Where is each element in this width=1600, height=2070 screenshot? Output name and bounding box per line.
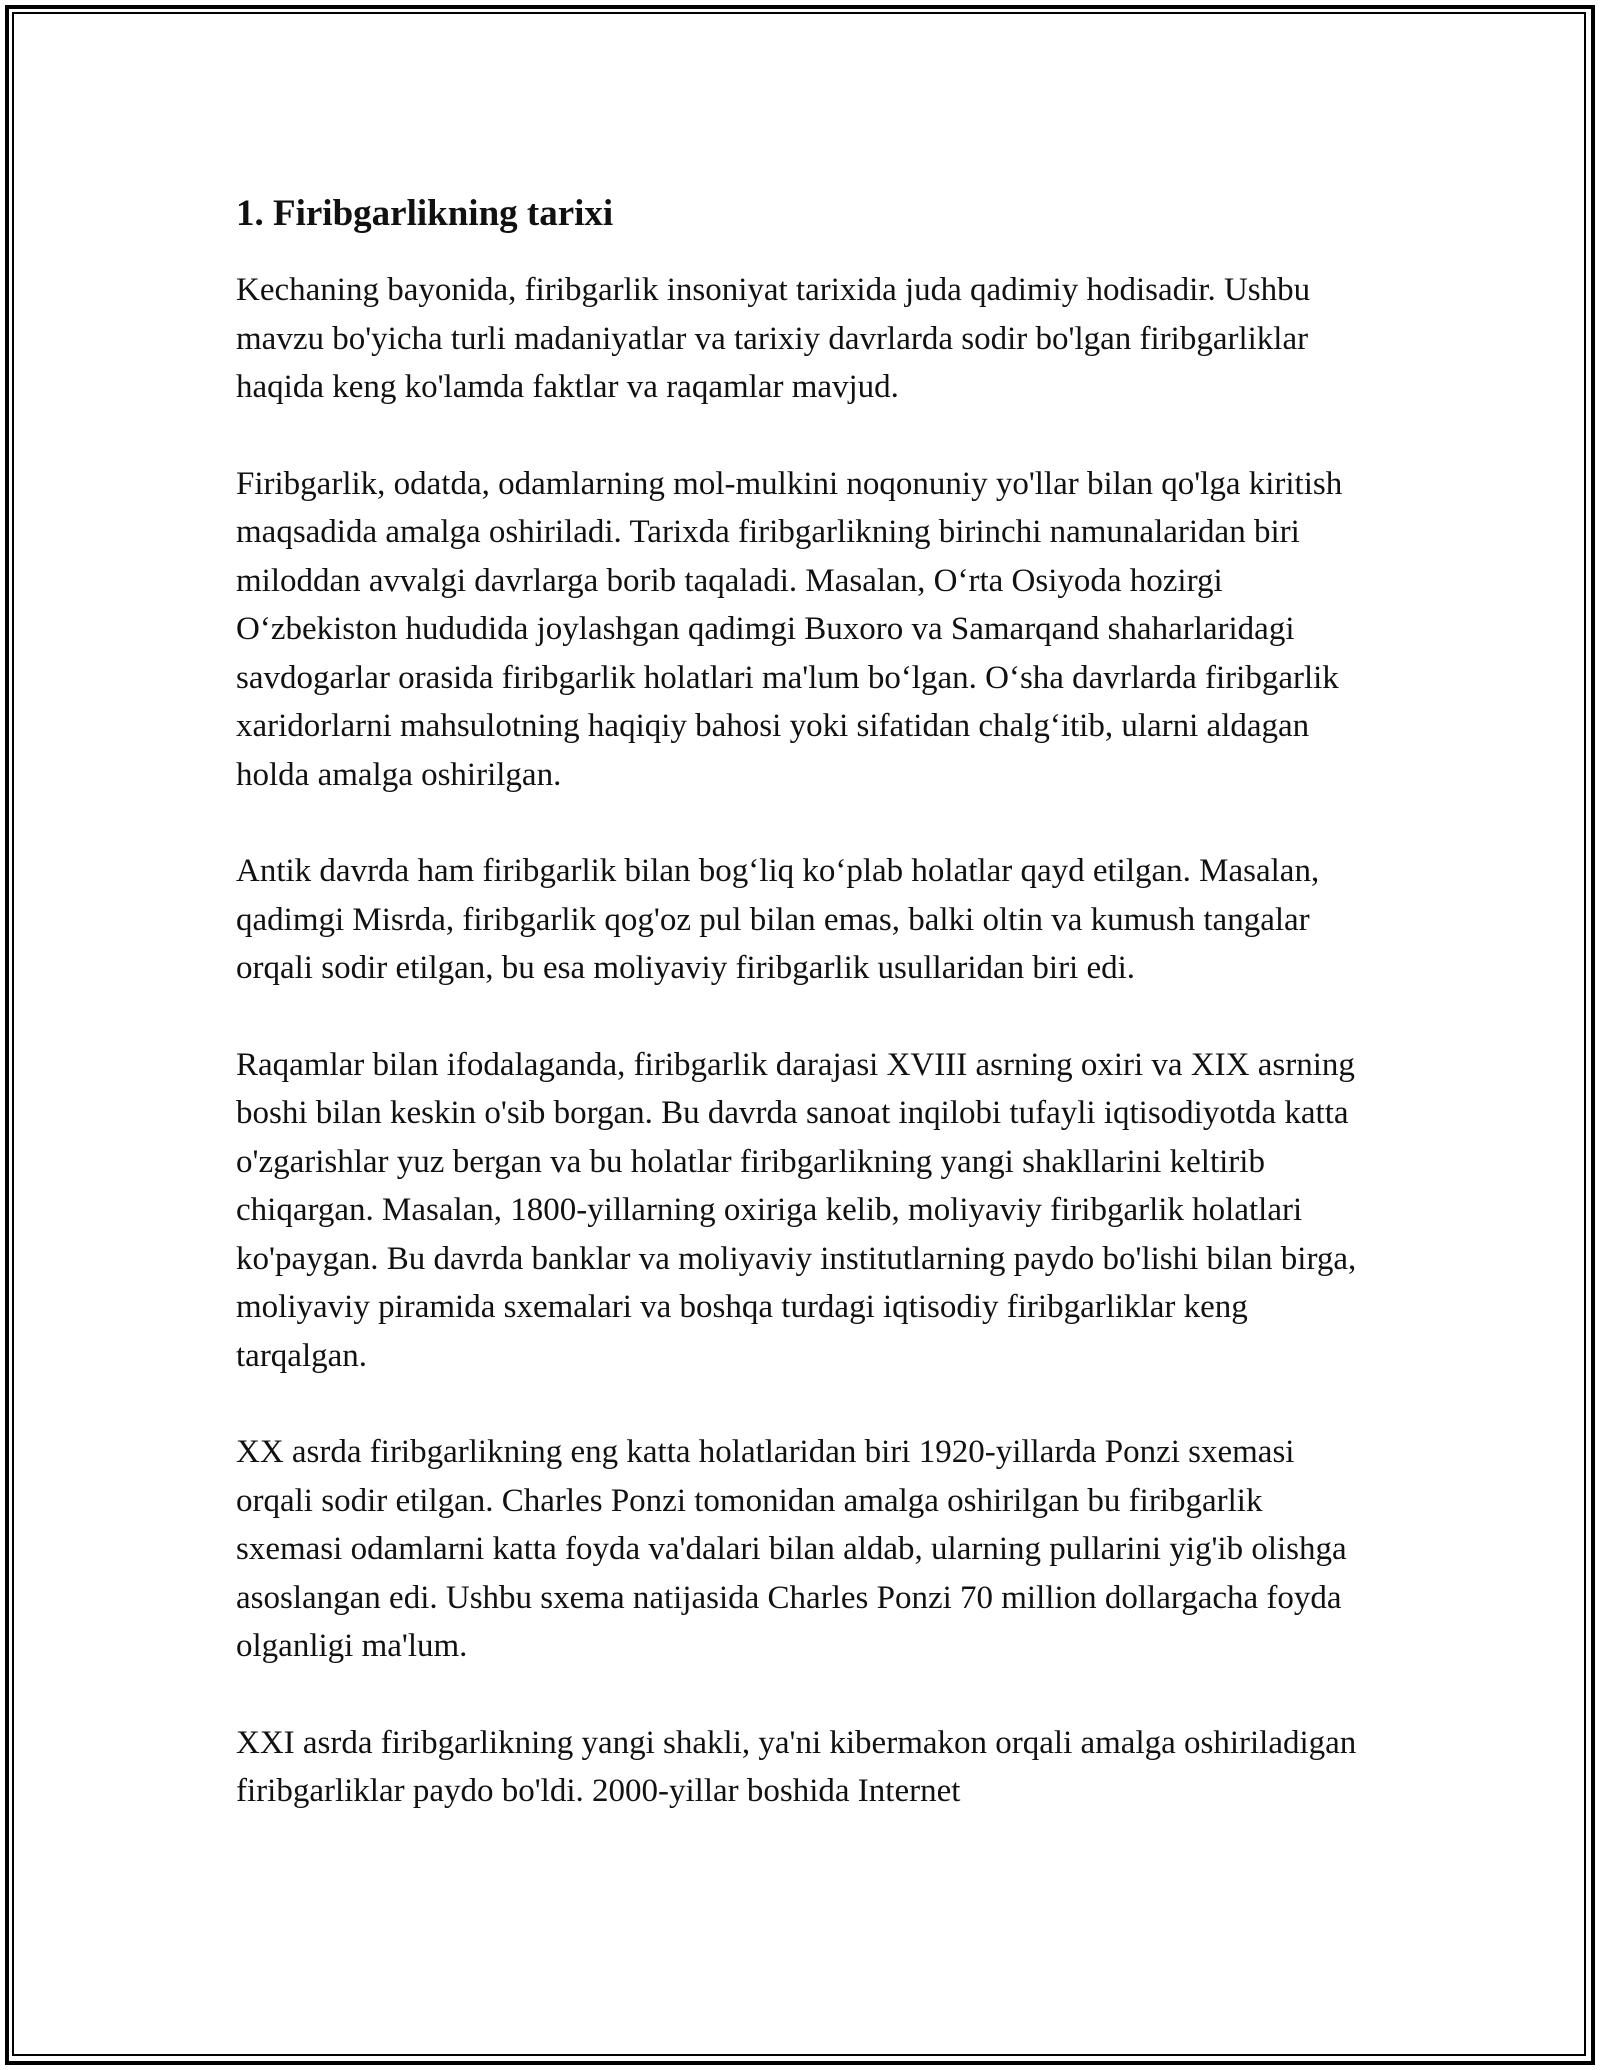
paragraph-2: Firibgarlik, odatda, odamlarning mol-mulkini noqonuniy yo'llar bilan qo'lga kiritish maqsadida amalga oshiriladi. Tarixda firibgarlikning birinchi namunalaridan biri miloddan avvalgi davrlarga borib taqaladi. Masalan, Oʻrta Osiyoda hozirgi Oʻzbekiston hududida joylashgan qadimgi Buxoro va Samarqand shaharlaridagi savdogarlar orasida firibgarlik holatlari ma'lum boʻlgan. Oʻsha davrlarda firibgarlik xaridorlarni mahsulotning haqiqiy bahosi yoki sifatidan chalgʻitib, ularni aldagan holda amalga oshirilgan. <box>236 465 1343 793</box>
paragraph-5: XX asrda firibgarlikning eng katta holatlaridan biri 1920-yillarda Ponzi sxemasi orqali sodir etilgan. Charles Ponzi tomonidan amalga oshirilgan bu firibgarlik sxemasi odamlarni katta foyda va'dalari bilan aldab, ularning pullarini yig'ib olishga asoslangan edi. Ushbu sxema natijasida Charles Ponzi 70 million dollargacha foyda olganligi ma'lum. <box>236 1434 1347 1664</box>
paragraph-6: XXI asrda firibgarlikning yangi shakli, ya'ni kibermakon orqali amalga oshiriladigan firibgarliklar paydo bo'ldi. 2000-yillar boshida Internet <box>236 1724 1357 1809</box>
section-heading: 1. Firibgarlikning tarixi <box>236 193 614 234</box>
paragraph-4: Raqamlar bilan ifodalaganda, firibgarlik darajasi XVIII asrning oxiri va XIX asrning boshi bilan keskin o'sib borgan. Bu davrda sanoat inqilobi tufayli iqtisodiyotda katta o'zgarishlar yuz bergan va bu holatlar firibgarlikning yangi shakllarini keltirib chiqargan. Masalan, 1800-yillarning oxiriga kelib, moliyaviy firibgarlik holatlari ko'paygan. Bu davrda banklar va moliyaviy institutlarning paydo bo'lishi bilan birga, moliyaviy piramida sxemalari va boshqa turdagi iqtisodiy firibgarliklar keng tarqalgan. <box>236 1046 1357 1374</box>
paragraph-3: Antik davrda ham firibgarlik bilan bogʻliq koʻplab holatlar qayd etilgan. Masalan, qadimgi Misrda, firibgarlik qog'oz pul bilan emas, balki oltin va kumush tangalar orqali sodir etilgan, bu esa moliyaviy firibgarlik usullaridan biri edi. <box>236 853 1320 986</box>
paragraph-1: Kechaning bayonida, firibgarlik insoniyat tarixida juda qadimiy hodisadir. Ushbu mavzu bo'yicha turli madaniyatlar va tarixiy davrlarda sodir bo'lgan firibgarliklar haqida keng ko'lamda faktlar va raqamlar mavjud. <box>236 272 1311 405</box>
document-body <box>236 186 1376 1864</box>
